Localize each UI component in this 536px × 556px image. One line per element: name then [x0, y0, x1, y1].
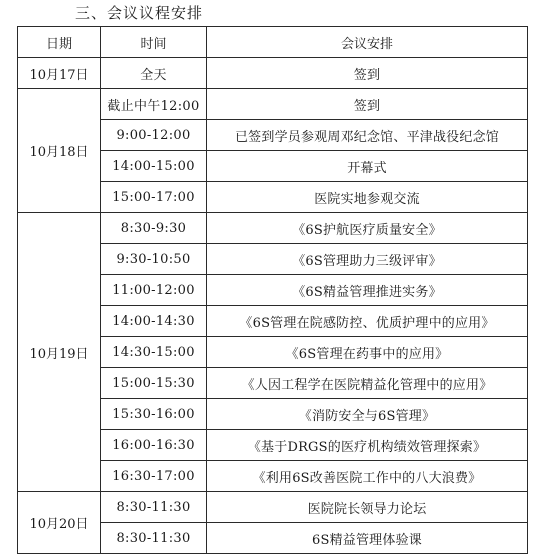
header-time: 时间 [101, 27, 207, 58]
time-cell: 16:00-16:30 [101, 430, 207, 461]
agenda-cell: 《6S管理助力三级评审》 [207, 244, 528, 275]
agenda-cell: 《基于DRGS的医疗机构绩效管理探索》 [207, 430, 528, 461]
time-cell: 8:30-11:30 [101, 492, 207, 523]
time-cell: 15:00-15:30 [101, 368, 207, 399]
time-cell: 11:00-12:00 [101, 275, 207, 306]
time-cell: 8:30-11:30 [101, 523, 207, 554]
agenda-table [17, 26, 528, 554]
agenda-cell: 已签到学员参观周邓纪念馆、平津战役纪念馆 [207, 120, 528, 151]
agenda-cell: 《6S护航医疗质量安全》 [207, 213, 528, 244]
time-cell: 16:30-17:00 [101, 461, 207, 492]
agenda-cell: 签到 [207, 89, 528, 120]
agenda-cell: 签到 [207, 58, 528, 89]
time-cell: 14:00-15:00 [101, 151, 207, 182]
time-cell: 全天 [101, 58, 207, 89]
agenda-cell: 《消防安全与6S管理》 [207, 399, 528, 430]
agenda-cell: 医院院长领导力论坛 [207, 492, 528, 523]
date-cell: 10月19日 [18, 213, 101, 492]
agenda-cell: 《6S管理在院感防控、优质护理中的应用》 [207, 306, 528, 337]
agenda-cell: 《6S精益管理推进实务》 [207, 275, 528, 306]
header-row [18, 27, 528, 58]
time-cell: 14:30-15:00 [101, 337, 207, 368]
header-date: 日期 [18, 27, 101, 58]
header-agenda: 会议安排 [207, 27, 528, 58]
time-cell: 9:30-10:50 [101, 244, 207, 275]
agenda-cell: 《6S管理在药事中的应用》 [207, 337, 528, 368]
agenda-cell: 医院实地参观交流 [207, 182, 528, 213]
time-cell: 截止中午12:00 [101, 89, 207, 120]
time-cell: 14:00-14:30 [101, 306, 207, 337]
table-row [18, 89, 528, 120]
time-cell: 8:30-9:30 [101, 213, 207, 244]
time-cell: 15:30-16:00 [101, 399, 207, 430]
agenda-cell: 《人因工程学在医院精益化管理中的应用》 [207, 368, 528, 399]
time-cell: 15:00-17:00 [101, 182, 207, 213]
section-heading: 三、会议议程安排 [75, 4, 204, 22]
time-cell: 9:00-12:00 [101, 120, 207, 151]
agenda-cell: 开幕式 [207, 151, 528, 182]
table-row [18, 213, 528, 244]
table-row [18, 492, 528, 523]
agenda-cell: 6S精益管理体验课 [207, 523, 528, 554]
date-cell: 10月20日 [18, 492, 101, 554]
agenda-cell: 《利用6S改善医院工作中的八大浪费》 [207, 461, 528, 492]
date-cell: 10月18日 [18, 89, 101, 213]
date-cell: 10月17日 [18, 58, 101, 89]
table-row [18, 58, 528, 89]
